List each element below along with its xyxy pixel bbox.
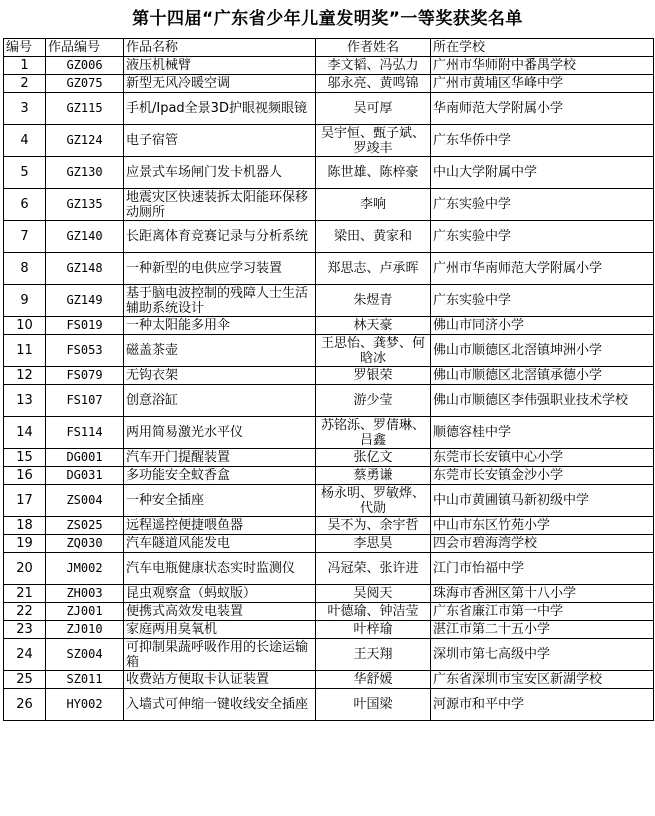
cell-school: 东莞市长安镇金沙小学 [431,467,654,485]
cell-school: 广东省廉江市第一中学 [431,603,654,621]
document-title: 第十四届“广东省少年儿童发明奖”一等奖获奖名单 [132,9,523,29]
cell-name: 一种安全插座 [124,485,316,517]
cell-authors: 华舒媛 [316,671,431,689]
cell-school: 中山大学附属中学 [431,157,654,189]
cell-authors: 叶梓瑜 [316,621,431,639]
table-row [4,485,654,517]
table-row [4,57,654,75]
cell-code: GZ115 [46,93,124,125]
cell-no: 25 [4,671,46,689]
cell-code: SZ011 [46,671,124,689]
cell-no: 10 [4,317,46,335]
cell-code: GZ135 [46,189,124,221]
cell-no: 23 [4,621,46,639]
cell-code: GZ124 [46,125,124,157]
cell-school: 顺德容桂中学 [431,417,654,449]
cell-authors: 罗银荣 [316,367,431,385]
cell-no: 26 [4,689,46,721]
cell-name: 收费站方便取卡认证装置 [124,671,316,689]
cell-authors: 游少莹 [316,385,431,417]
cell-school: 广州市华师附中番禺学校 [431,57,654,75]
table-row [4,317,654,335]
header-no: 编号 [4,39,46,57]
cell-no: 22 [4,603,46,621]
cell-authors: 叶国梁 [316,689,431,721]
cell-code: FS107 [46,385,124,417]
cell-school: 珠海市香洲区第十八小学 [431,585,654,603]
cell-authors: 郑思志、卢承晖 [316,253,431,285]
cell-school: 中山市东区竹苑小学 [431,517,654,535]
cell-no: 3 [4,93,46,125]
award-table [3,38,654,721]
cell-authors: 王思怡、龚梦、何晗冰 [316,335,431,367]
cell-no: 12 [4,367,46,385]
cell-no: 13 [4,385,46,417]
cell-code: GZ006 [46,57,124,75]
cell-code: ZS004 [46,485,124,517]
header-authors: 作者姓名 [316,39,431,57]
cell-school: 佛山市顺德区北滘镇坤洲小学 [431,335,654,367]
cell-no: 18 [4,517,46,535]
cell-authors: 李文韬、冯弘力 [316,57,431,75]
cell-school: 湛江市第二十五小学 [431,621,654,639]
cell-school: 中山市黄圃镇马新初级中学 [431,485,654,517]
cell-name: 汽车开门提醒装置 [124,449,316,467]
cell-school: 东莞市长安镇中心小学 [431,449,654,467]
cell-school: 佛山市顺德区北滘镇承德小学 [431,367,654,385]
cell-authors: 杨永明、罗敏烨、代勋 [316,485,431,517]
cell-no: 11 [4,335,46,367]
header-school: 所在学校 [431,39,654,57]
table-row [4,221,654,253]
table-row [4,385,654,417]
cell-authors: 吴阅天 [316,585,431,603]
cell-code: DG001 [46,449,124,467]
cell-name: 应景式车场闸门发卡机器人 [124,157,316,189]
cell-code: GZ148 [46,253,124,285]
cell-name: 液压机械臂 [124,57,316,75]
cell-no: 9 [4,285,46,317]
cell-name: 两用简易激光水平仪 [124,417,316,449]
cell-code: GZ075 [46,75,124,93]
table-row [4,639,654,671]
cell-no: 19 [4,535,46,553]
cell-authors: 苏铭泺、罗倩琳、吕鑫 [316,417,431,449]
cell-authors: 张亿文 [316,449,431,467]
table-row [4,157,654,189]
table-row [4,603,654,621]
cell-name: 昆虫观察盒（蚂蚁版） [124,585,316,603]
cell-code: GZ130 [46,157,124,189]
cell-name: 家庭两用臭氧机 [124,621,316,639]
cell-authors: 吴不为、余宇哲 [316,517,431,535]
cell-authors: 林天豪 [316,317,431,335]
table-row [4,335,654,367]
table-row [4,621,654,639]
cell-school: 广东实验中学 [431,189,654,221]
table-row [4,535,654,553]
table-row [4,75,654,93]
cell-no: 5 [4,157,46,189]
cell-no: 6 [4,189,46,221]
cell-authors: 邬永亮、黄鸣锦 [316,75,431,93]
header-code: 作品编号 [46,39,124,57]
table-row [4,253,654,285]
cell-school: 广东实验中学 [431,285,654,317]
cell-name: 可抑制果蔬呼吸作用的长途运输箱 [124,639,316,671]
cell-authors: 朱煜青 [316,285,431,317]
cell-school: 华南师范大学附属小学 [431,93,654,125]
table-row [4,689,654,721]
cell-code: JM002 [46,553,124,585]
cell-code: HY002 [46,689,124,721]
table-row [4,553,654,585]
cell-authors: 陈世雄、陈梓豪 [316,157,431,189]
cell-code: FS079 [46,367,124,385]
table-row [4,285,654,317]
cell-code: GZ149 [46,285,124,317]
cell-code: SZ004 [46,639,124,671]
cell-code: ZQ030 [46,535,124,553]
table-row [4,189,654,221]
cell-no: 15 [4,449,46,467]
cell-name: 长距离体育竞赛记录与分析系统 [124,221,316,253]
cell-no: 4 [4,125,46,157]
cell-authors: 叶德瑜、钟洁莹 [316,603,431,621]
cell-school: 广州市黄埔区华峰中学 [431,75,654,93]
table-row [4,517,654,535]
table-row [4,585,654,603]
cell-code: ZJ010 [46,621,124,639]
table-row [4,671,654,689]
cell-name: 磁盖茶壶 [124,335,316,367]
cell-name: 地震灾区快速装拆太阳能环保移动厕所 [124,189,316,221]
cell-school: 河源市和平中学 [431,689,654,721]
cell-code: ZH003 [46,585,124,603]
table-row [4,449,654,467]
cell-no: 2 [4,75,46,93]
cell-code: FS114 [46,417,124,449]
cell-name: 手机/Ipad全景3D护眼视频眼镜 [124,93,316,125]
table-row [4,417,654,449]
cell-no: 21 [4,585,46,603]
cell-name: 新型无风冷暖空调 [124,75,316,93]
cell-name: 入墙式可伸缩一键收线安全插座 [124,689,316,721]
cell-name: 汽车电瓶健康状态实时监测仪 [124,553,316,585]
cell-no: 16 [4,467,46,485]
cell-school: 广州市华南师范大学附属小学 [431,253,654,285]
cell-authors: 冯冠荣、张许进 [316,553,431,585]
cell-name: 远程遥控便捷喂鱼器 [124,517,316,535]
cell-no: 8 [4,253,46,285]
cell-name: 创意浴缸 [124,385,316,417]
cell-no: 14 [4,417,46,449]
cell-name: 基于脑电波控制的残障人士生活辅助系统设计 [124,285,316,317]
cell-authors: 吴可厚 [316,93,431,125]
cell-authors: 李思昊 [316,535,431,553]
cell-code: DG031 [46,467,124,485]
cell-name: 多功能安全蚊香盒 [124,467,316,485]
cell-name: 便携式高效发电装置 [124,603,316,621]
cell-school: 江门市怡福中学 [431,553,654,585]
cell-no: 24 [4,639,46,671]
cell-name: 无钩衣架 [124,367,316,385]
cell-code: FS053 [46,335,124,367]
header-name: 作品名称 [124,39,316,57]
cell-school: 佛山市顺德区李伟强职业技术学校 [431,385,654,417]
cell-code: ZJ001 [46,603,124,621]
cell-authors: 王天翔 [316,639,431,671]
cell-code: ZS025 [46,517,124,535]
cell-authors: 吴宇恒、甄子斌、罗竣丰 [316,125,431,157]
table-row [4,93,654,125]
table-row [4,367,654,385]
cell-no: 7 [4,221,46,253]
cell-code: GZ140 [46,221,124,253]
cell-no: 17 [4,485,46,517]
cell-school: 广东实验中学 [431,221,654,253]
cell-school: 佛山市同济小学 [431,317,654,335]
cell-no: 1 [4,57,46,75]
table-header-row [4,39,654,57]
cell-name: 电子宿管 [124,125,316,157]
cell-name: 一种太阳能多用伞 [124,317,316,335]
cell-authors: 梁田、黄家和 [316,221,431,253]
cell-authors: 李响 [316,189,431,221]
cell-name: 一种新型的电供应学习装置 [124,253,316,285]
cell-authors: 蔡勇谦 [316,467,431,485]
table-row [4,467,654,485]
cell-name: 汽车隧道风能发电 [124,535,316,553]
cell-no: 20 [4,553,46,585]
cell-school: 深圳市第七高级中学 [431,639,654,671]
cell-school: 广东华侨中学 [431,125,654,157]
table-row [4,125,654,157]
cell-code: FS019 [46,317,124,335]
cell-school: 广东省深圳市宝安区新湖学校 [431,671,654,689]
cell-school: 四会市碧海湾学校 [431,535,654,553]
